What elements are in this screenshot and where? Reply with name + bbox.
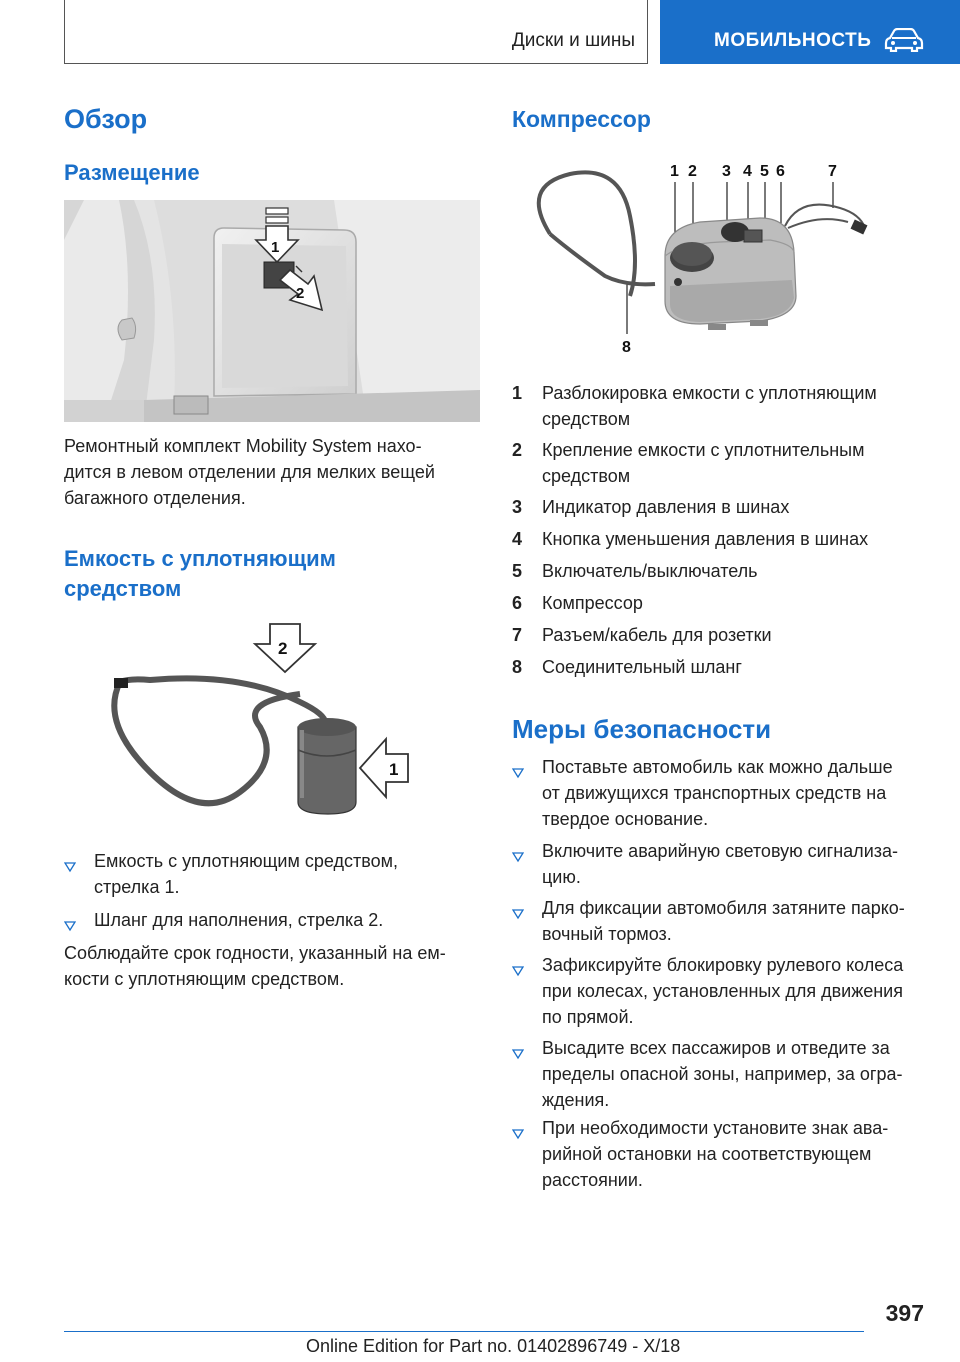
part-number: 4 xyxy=(512,529,523,549)
part-text-line: Крепление емкости с уплотнительным xyxy=(542,440,865,460)
part-text-line: Включатель/выключатель xyxy=(542,561,758,581)
list-item xyxy=(512,437,932,489)
list-item xyxy=(512,590,932,616)
bullet-text-line: твердое основание. xyxy=(542,809,709,829)
list-item xyxy=(512,838,932,890)
compressor-heading: Компрессор xyxy=(512,106,651,132)
list-item xyxy=(512,952,932,1030)
bullet-text-line: Емкость с уплотняющим средством, xyxy=(94,851,398,871)
figure3-label-6: 6 xyxy=(776,163,785,180)
list-item xyxy=(512,622,932,648)
sealant-container-figure xyxy=(110,622,420,830)
bullet-text-line: При необходимости установите знак ава- xyxy=(542,1118,889,1138)
container-heading-line: Емкость с уплотняющим xyxy=(64,546,336,571)
figure3-label-3: 3 xyxy=(722,163,731,180)
list-item xyxy=(512,494,932,520)
page-title: Обзор xyxy=(64,104,148,134)
figure3-label-2: 2 xyxy=(688,163,697,180)
figure3-label-8: 8 xyxy=(622,339,631,356)
placement-text-line: багажного отделения. xyxy=(64,488,246,508)
figure1-label-1: 1 xyxy=(271,239,280,256)
bullet-triangle-icon xyxy=(512,901,524,927)
bullet-text-line: при колесах, установленных для движения xyxy=(542,981,903,1001)
bullet-text-line: Зафиксируйте блокировку рулевого колеса xyxy=(542,955,904,975)
bullet-text-line: пределы опасной зоны, например, за огра- xyxy=(542,1064,903,1084)
placement-text-line: Ремонтный комплект Mobility System нахо- xyxy=(64,436,422,456)
header-section-title: Диски и шины xyxy=(511,30,635,51)
safety-heading: Меры безопасности xyxy=(512,714,772,744)
part-number: 5 xyxy=(512,561,523,581)
footer-edition: Online Edition for Part no. 01402896749 - X/18 xyxy=(306,1336,681,1356)
list-item xyxy=(512,754,932,832)
bullet-triangle-icon xyxy=(64,854,76,880)
list-item xyxy=(512,895,932,947)
container-heading-line: средством xyxy=(64,576,182,601)
part-text-line: Соединительный шланг xyxy=(542,657,742,677)
part-text-line: Разблокировка емкости с уплотняющим xyxy=(542,383,877,403)
figure3-label-5: 5 xyxy=(760,163,769,180)
note-line: кости с уплотняющим средством. xyxy=(64,969,345,989)
bullet-text-line: рийной остановки на соответствующем xyxy=(542,1144,872,1164)
compressor-figure xyxy=(530,156,870,362)
header-chapter-tab xyxy=(660,0,960,64)
figure3-label-7: 7 xyxy=(828,163,837,180)
trunk-compartment-figure xyxy=(64,200,480,422)
part-number: 8 xyxy=(512,657,523,677)
bullet-triangle-icon xyxy=(512,760,524,786)
figure3-label-4: 4 xyxy=(743,163,752,180)
list-item xyxy=(512,526,932,552)
bullet-triangle-icon xyxy=(512,844,524,870)
car-icon xyxy=(884,28,924,52)
part-number: 7 xyxy=(512,625,523,645)
part-number: 1 xyxy=(512,383,523,403)
placement-text-line: дится в левом отделении для мелких вещей xyxy=(64,462,435,482)
part-text-line: средством xyxy=(542,466,631,486)
bullet-text-line: Поставьте автомобиль как можно дальше xyxy=(542,757,893,777)
part-text-line: средством xyxy=(542,409,631,429)
placement-text xyxy=(64,433,484,511)
bullet-text-line: расстоянии. xyxy=(542,1170,643,1190)
bullet-text-line: стрелка 1. xyxy=(94,877,180,897)
part-number: 6 xyxy=(512,593,523,613)
figure2-label-1: 1 xyxy=(389,760,399,779)
header-section-box xyxy=(64,0,648,64)
bullet-text-line: Для фиксации автомобиля затяните парко- xyxy=(542,898,905,918)
footer-divider xyxy=(64,1331,864,1332)
bullet-triangle-icon xyxy=(64,913,76,939)
bullet-text-line: ждения. xyxy=(542,1090,610,1110)
bullet-text-line: вочный тормоз. xyxy=(542,924,672,944)
figure2-label-2: 2 xyxy=(278,639,288,658)
bullet-triangle-icon xyxy=(512,958,524,984)
part-text-line: Разъем/кабель для розетки xyxy=(542,625,772,645)
bullet-text-line: от движущихся транспортных средств на xyxy=(542,783,887,803)
list-item xyxy=(512,654,932,680)
list-item xyxy=(512,1115,932,1193)
note-line: Соблюдайте срок годности, указанный на ем- xyxy=(64,943,446,963)
figure3-label-1: 1 xyxy=(670,163,679,180)
bullet-triangle-icon xyxy=(512,1041,524,1067)
list-item xyxy=(64,848,484,900)
bullet-text-line: по прямой. xyxy=(542,1007,634,1027)
list-item xyxy=(64,907,484,933)
bullet-triangle-icon xyxy=(512,1121,524,1147)
bullet-text-line: Включите аварийную световую сигнализа- xyxy=(542,841,899,861)
list-item xyxy=(512,558,932,584)
bullet-text-line: цию. xyxy=(542,867,581,887)
part-text-line: Кнопка уменьшения давления в шинах xyxy=(542,529,869,549)
list-item xyxy=(512,1035,932,1113)
figure1-label-2: 2 xyxy=(296,285,305,302)
part-number: 2 xyxy=(512,440,523,460)
expiry-note xyxy=(64,940,484,992)
bullet-text-line: Высадите всех пассажиров и отведите за xyxy=(542,1038,890,1058)
part-text-line: Компрессор xyxy=(542,593,643,613)
list-item xyxy=(512,380,932,432)
page-number: 397 xyxy=(885,1300,924,1326)
bullet-text-line: Шланг для наполнения, стрелка 2. xyxy=(94,910,384,930)
container-heading xyxy=(64,544,336,604)
placement-heading: Размещение xyxy=(64,160,200,185)
header-chapter-title: МОБИЛЬНОСТЬ xyxy=(714,30,872,51)
part-number: 3 xyxy=(512,497,523,517)
part-text-line: Индикатор давления в шинах xyxy=(542,497,790,517)
